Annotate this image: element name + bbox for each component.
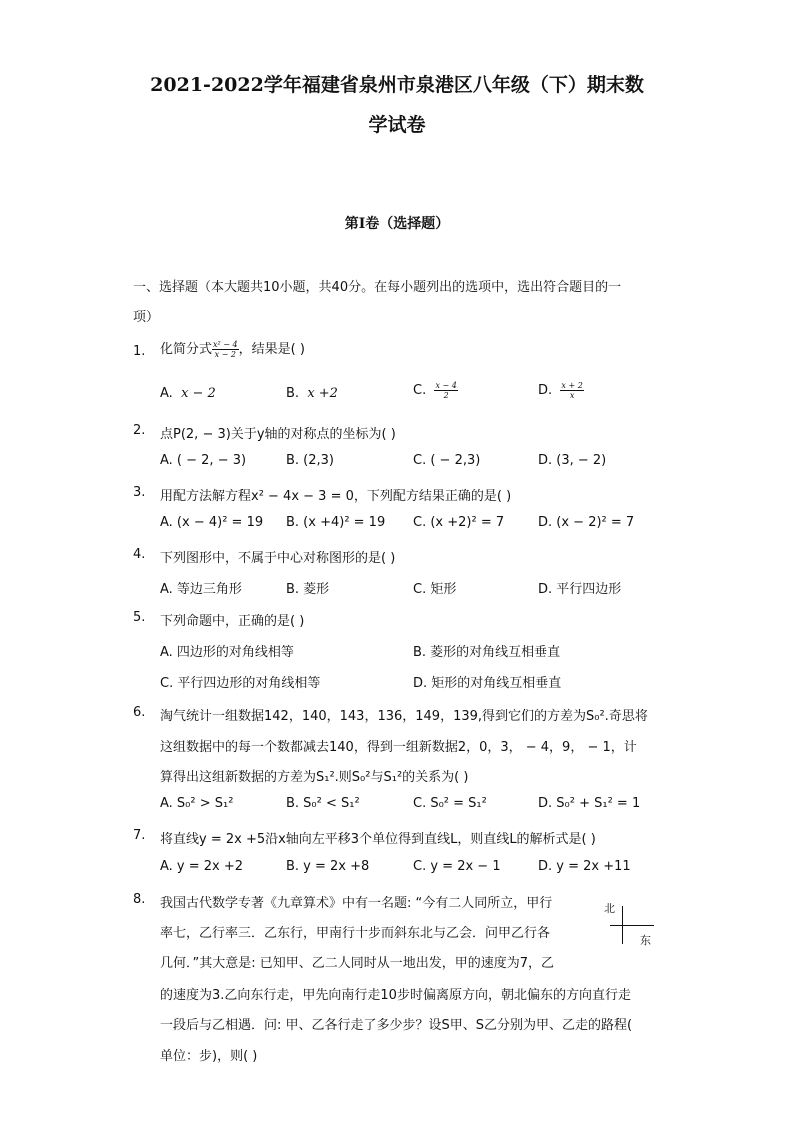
question-3-number: 3. — [133, 485, 146, 500]
q1-fraction — [212, 340, 239, 359]
q1-a-label: A. — [160, 386, 173, 401]
q1-c-fraction — [434, 381, 457, 400]
question-8-number: 8. — [133, 892, 146, 907]
question-6-line3: 算得出这组新数据的方差为S₁².则S₀²与S₁²的关系为( ) — [160, 770, 469, 785]
question-6-option-a: A. S₀² > S₁² — [160, 796, 234, 811]
question-3-option-c: C. (x +2)² = 7 — [413, 515, 505, 530]
question-7-option-a: A. y = 2x +2 — [160, 859, 244, 874]
q1-frac-denominator: x − 2 — [214, 350, 237, 359]
question-6-option-b: B. S₀² < S₁² — [286, 796, 360, 811]
exam-title-line1: 2021-2022学年福建省泉州市泉港区八年级（下）期末数 — [150, 74, 644, 96]
q1-frac-numerator: x² − 4 — [213, 340, 238, 349]
question-4-number: 4. — [133, 547, 146, 562]
question-8-line6: 单位：步)，则( ) — [160, 1049, 258, 1064]
question-4-option-c: C. 矩形 — [413, 582, 457, 597]
question-5-text: 下列命题中，正确的是( ) — [160, 614, 305, 629]
question-3-text: 用配方法解方程x² − 4x − 3 = 0，下列配方结果正确的是( ) — [160, 489, 512, 504]
instructions-line2: 项） — [133, 310, 160, 325]
question-1-text — [160, 338, 305, 359]
question-1-option-d — [538, 381, 584, 400]
question-6-option-c: C. S₀² = S₁² — [413, 796, 487, 811]
q1-d-fraction — [560, 381, 583, 400]
question-6-option-d: D. S₀² + S₁² = 1 — [538, 796, 641, 811]
q1-post: ，结果是( ) — [238, 342, 305, 357]
question-5-option-a: A. 四边形的对角线相等 — [160, 645, 294, 660]
section-title: 第I卷（选择题） — [344, 216, 450, 232]
question-2-text: 点P(2, − 3)关于y轴的对称点的坐标为( ) — [160, 427, 396, 442]
question-6-number: 6. — [133, 705, 146, 720]
question-4-option-d: D. 平行四边形 — [538, 582, 622, 597]
question-3-option-a: A. (x − 4)² = 19 — [160, 515, 264, 530]
question-8-line3: 几何．”其大意是: 已知甲、乙二人同时从一地出发，甲的速度为7，乙 — [160, 956, 555, 971]
question-5-option-d: D. 矩形的对角线互相垂直 — [413, 676, 562, 691]
north-label: 北 — [604, 902, 615, 915]
question-8-line1: 我国古代数学专著《九章算术》中有一名题: “今有二人同所立，甲行 — [160, 896, 553, 911]
question-1-option-b — [286, 386, 338, 401]
east-axis-line — [610, 925, 654, 926]
q1-d-denominator: x — [569, 391, 575, 400]
question-3-option-d: D. (x − 2)² = 7 — [538, 515, 635, 530]
question-4-option-a: A. 等边三角形 — [160, 582, 242, 597]
question-2-option-d: D. (3, − 2) — [538, 453, 607, 468]
q1-c-numerator: x − 4 — [435, 381, 457, 390]
question-2-number: 2. — [133, 423, 146, 438]
question-8-line4: 的速度为3.乙向东行走，甲先向南行走10步时偏离原方向，朝北偏东的方向直行走 — [160, 988, 631, 1003]
question-1-option-c — [413, 381, 458, 400]
q1-b-label: B. — [286, 386, 300, 401]
question-6-line2: 这组数据中的每一个数都减去140，得到一组新数据2，0，3， − 4，9， − 1，计 — [160, 740, 637, 755]
q1-c-label: C. — [413, 383, 427, 398]
question-8-line2: 率七，乙行率三．乙东行，甲南行十步而斜东北与乙会．问甲乙行各 — [160, 926, 551, 941]
question-1-number: 1. — [133, 344, 146, 359]
instructions-line1: 一、选择题（本大题共10小题，共40分。在每小题列出的选项中，选出符合题目的一 — [133, 280, 622, 295]
q1-b-value: x +2 — [307, 386, 338, 401]
question-3-option-b: B. (x +4)² = 19 — [286, 515, 386, 530]
question-2-option-a: A. ( − 2, − 3) — [160, 453, 247, 468]
question-4-text: 下列图形中，不属于中心对称图形的是( ) — [160, 551, 396, 566]
question-7-option-b: B. y = 2x +8 — [286, 859, 370, 874]
exam-title-line2: 学试卷 — [368, 114, 426, 136]
question-5-number: 5. — [133, 610, 146, 625]
question-1-option-a — [160, 386, 216, 401]
question-7-option-d: D. y = 2x +11 — [538, 859, 631, 874]
question-7-option-c: C. y = 2x − 1 — [413, 859, 501, 874]
q1-d-label: D. — [538, 383, 553, 398]
east-label: 东 — [640, 934, 651, 947]
question-7-number: 7. — [133, 828, 146, 843]
q1-c-denominator: 2 — [443, 391, 449, 400]
question-2-option-c: C. ( − 2,3) — [413, 453, 481, 468]
q1-pre: 化简分式 — [160, 342, 213, 357]
question-4-option-b: B. 菱形 — [286, 582, 330, 597]
question-6-line1: 淘气统计一组数据142，140，143，136，149，139,得到它们的方差为S₀².奇思将 — [160, 709, 648, 724]
question-5-option-b: B. 菱形的对角线互相垂直 — [413, 645, 561, 660]
question-5-option-c: C. 平行四边形的对角线相等 — [160, 676, 321, 691]
question-7-text: 将直线y = 2x +5沿x轴向左平移3个单位得到直线L，则直线L的解析式是( ) — [160, 832, 596, 847]
question-8-line5: 一段后与乙相遇．问: 甲、乙各行走了多少步？设S甲、S乙分别为甲、乙走的路程( — [160, 1018, 633, 1033]
q1-a-value: x − 2 — [181, 386, 216, 401]
question-2-option-b: B. (2,3) — [286, 453, 335, 468]
compass-diagram — [604, 898, 664, 948]
q1-d-numerator: x + 2 — [561, 381, 583, 390]
